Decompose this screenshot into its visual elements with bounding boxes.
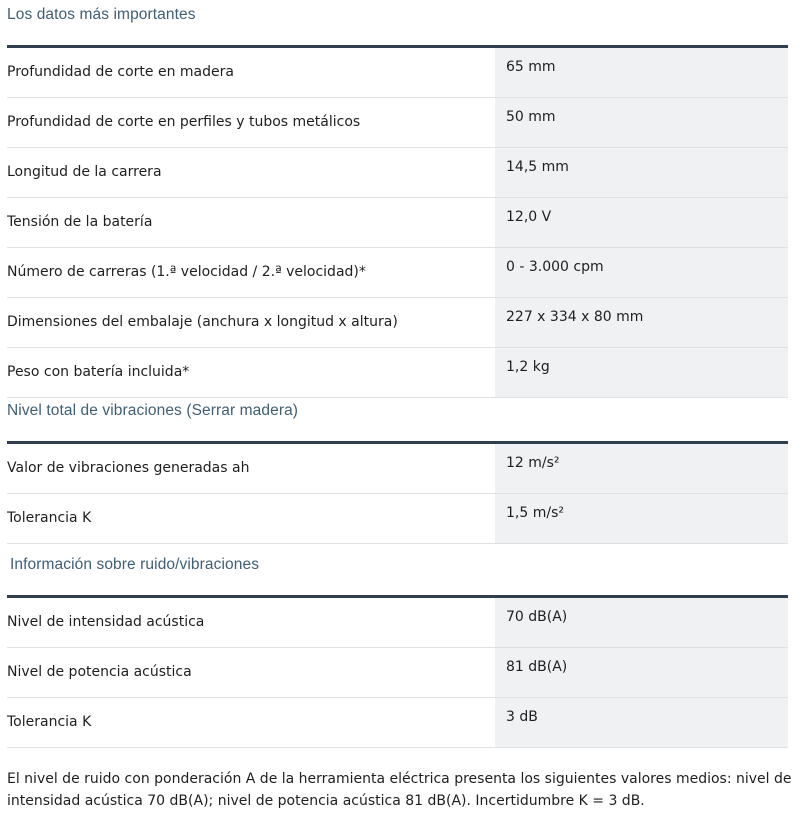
spec-value: 1,2 kg [495,348,788,397]
spec-label: Profundidad de corte en perfiles y tubos metálicos [7,114,361,130]
spec-label: Tensión de la batería [7,214,153,230]
table-row [7,298,788,348]
spec-label: Profundidad de corte en madera [7,64,234,80]
spec-value: 227 x 334 x 80 mm [495,298,788,347]
section-title-vibration: Nivel total de vibraciones (Serrar madera) [7,402,299,419]
noise-note-paragraph: El nivel de ruido con ponderación A de la herramienta eléctrica presenta los siguientes valores medios: nivel de intensidad acústica 70 dB(A); nivel de potencia acústica 81 dB(A). Incertidumbre K = 3 dB. [7,771,792,809]
spec-label: Peso con batería incluida* [7,364,190,380]
spec-label: Valor de vibraciones generadas ah [7,460,250,476]
spec-value: 70 dB(A) [495,598,788,647]
section-title-main-data: Los datos más importantes [7,6,196,23]
spec-value: 65 mm [495,48,788,97]
section-title-noise: Información sobre ruido/vibraciones [10,556,260,573]
spec-label: Tolerancia K [7,714,92,730]
table-row [7,48,788,98]
spec-value: 12,0 V [495,198,788,247]
spec-value: 12 m/s² [495,444,788,493]
table-row [7,248,788,298]
table-row [7,148,788,198]
table-row [7,698,788,748]
spec-value: 3 dB [495,698,788,747]
table-row [7,444,788,494]
spec-label: Tolerancia K [7,510,92,526]
spec-value: 81 dB(A) [495,648,788,697]
spec-label: Longitud de la carrera [7,164,162,180]
spec-value: 0 - 3.000 cpm [495,248,788,297]
table-row [7,494,788,544]
table-row [7,348,788,398]
spec-label: Dimensiones del embalaje (anchura x longitud x altura) [7,314,398,330]
spec-label: Número de carreras (1.ª velocidad / 2.ª velocidad)* [7,264,366,280]
table-row [7,598,788,648]
table-row [7,198,788,248]
spec-value: 50 mm [495,98,788,147]
table-row [7,648,788,698]
spec-label: Nivel de intensidad acústica [7,614,205,630]
spec-value: 14,5 mm [495,148,788,197]
spec-value: 1,5 m/s² [495,494,788,543]
table-row [7,98,788,148]
spec-label: Nivel de potencia acústica [7,664,192,680]
